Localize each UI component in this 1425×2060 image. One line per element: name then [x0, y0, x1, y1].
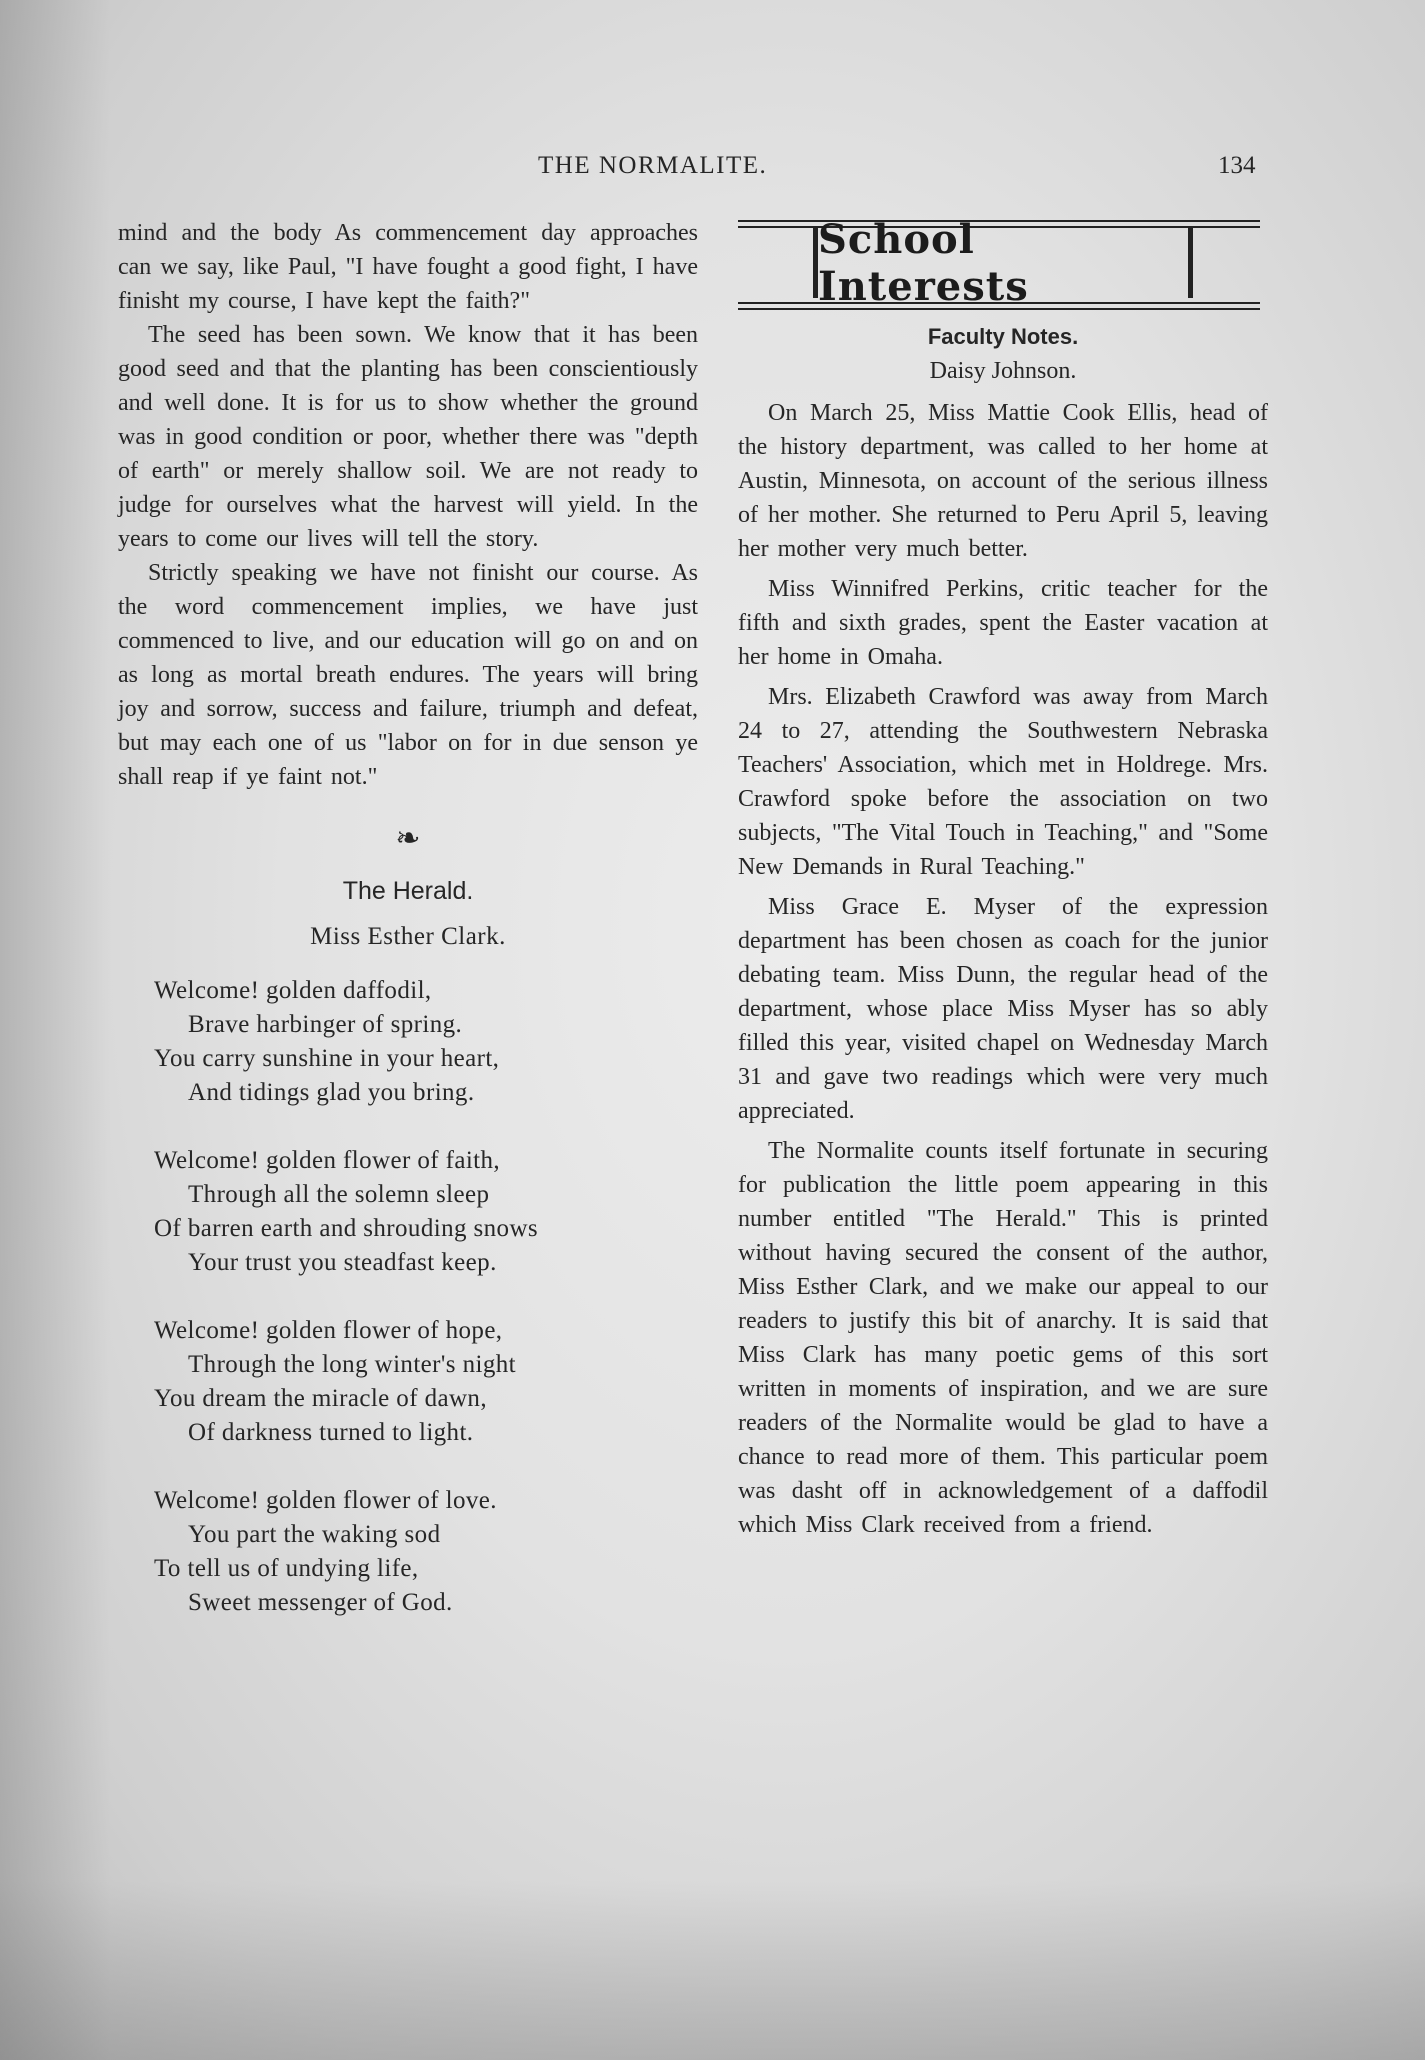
page-number: 134	[1218, 152, 1256, 179]
right-column	[738, 320, 1268, 1542]
running-header	[0, 152, 1425, 188]
notes-paragraph: Miss Grace E. Myser of the expression department has been chosen as coach for the junior debating team. Miss Dunn, the regular head of the department, whose place Miss Myser has so ably filled this year, visited chapel on Wednesday March 31 and gave two readings which were very much appreciated.	[738, 894, 1268, 1124]
poem-line: Welcome! golden daffodil,	[154, 977, 432, 1004]
section-banner	[738, 216, 1260, 312]
poem	[118, 974, 698, 1620]
article-paragraph: The seed has been sown. We know that it has been good seed and that the planting has been conscientiously and well done. It is for us to show whether the ground was in good condition or poor, whether there was "depth of earth" or merely shallow soil. We are not ready to judge for ourselves what the harvest will yield. In the years to come our lives will tell the story.	[118, 322, 698, 552]
article-paragraph: mind and the body As commencement day approaches can we say, like Paul, "I have fought a good fight, I have finisht my course, I have kept the faith?"	[118, 220, 698, 314]
notes-paragraph: On March 25, Miss Mattie Cook Ellis, head of the history department, was called to her home at Austin, Minnesota, on account of the serious illness of her mother. She returned to Peru April 5, leaving her mother very much better.	[738, 400, 1268, 562]
poem-line: Brave harbinger of spring.	[188, 1011, 463, 1038]
left-column	[118, 216, 698, 1620]
notes-paragraph: Mrs. Elizabeth Crawford was away from March 24 to 27, attending the Southwestern Nebraska Teachers' Association, which met in Holdrege. Mrs. Crawford spoke before the association on two subjects, "The Vital Touch in Teaching," and "Some New Demands in Rural Teaching."	[738, 684, 1268, 880]
header-title: THE NORMALITE.	[538, 152, 768, 179]
poem-author: Miss Esther Clark.	[310, 923, 506, 950]
poem-line: Welcome! golden flower of hope,	[154, 1317, 503, 1344]
poem-line: Of barren earth and shrouding snows	[154, 1215, 539, 1242]
poem-stanza	[154, 1144, 698, 1280]
poem-line: Your trust you steadfast keep.	[188, 1249, 497, 1276]
poem-line: Through all the solemn sleep	[188, 1181, 490, 1208]
poem-line: You carry sunshine in your heart,	[154, 1045, 500, 1072]
poem-line: Of darkness turned to light.	[188, 1419, 474, 1446]
poem-line: Sweet messenger of God.	[188, 1589, 453, 1616]
page-shadow-left	[0, 0, 110, 2060]
notes-paragraph: The Normalite counts itself fortunate in securing for publication the little poem appearing in this number entitled "The Herald." This is printed without having secured the consent of the author, Miss Esther Clark, and we make our appeal to our readers to justify this bit of anarchy. It is said that Miss Clark has many poetic gems of this sort written in moments of inspiration, and we are sure readers of the Normalite would be glad to have a chance to read more of them. This particular poem was dasht off in acknowledgement of a daffodil which Miss Clark received from a friend.	[738, 1138, 1268, 1538]
poem-line: Welcome! golden flower of faith,	[154, 1147, 501, 1174]
article-paragraph: Strictly speaking we have not finisht our course. As the word commencement implies, we have just commenced to live, and our education will go on and on as long as mortal breath endures. The years will bring joy and sorrow, success and failure, triumph and defeat, but may each one of us "labor on for in due senson ye shall reap if ye faint not."	[118, 560, 698, 790]
banner-rule-bottom	[738, 302, 1260, 310]
notes-paragraph: Miss Winnifred Perkins, critic teacher for the fifth and sixth grades, spent the Easter vacation at her home in Omaha.	[738, 576, 1268, 670]
poem-title: The Herald.	[342, 877, 474, 905]
poem-line: You dream the miracle of dawn,	[154, 1385, 487, 1412]
poem-stanza	[154, 1484, 698, 1620]
notes-title: Faculty Notes.	[927, 324, 1079, 349]
ornament-icon: ❧	[395, 822, 421, 855]
banner-title: School Interests	[818, 216, 1029, 310]
poem-line: Welcome! golden flower of love.	[154, 1487, 497, 1514]
poem-line: To tell us of undying life,	[154, 1555, 419, 1582]
notes-author: Daisy Johnson.	[929, 358, 1077, 384]
poem-stanza	[154, 1314, 698, 1450]
page-shadow-bottom	[0, 1880, 1425, 2060]
poem-stanza	[154, 974, 698, 1110]
banner-box	[813, 216, 1193, 310]
poem-line: Through the long winter's night	[188, 1351, 516, 1378]
poem-line: You part the waking sod	[188, 1521, 441, 1548]
poem-line: And tidings glad you bring.	[188, 1079, 475, 1106]
